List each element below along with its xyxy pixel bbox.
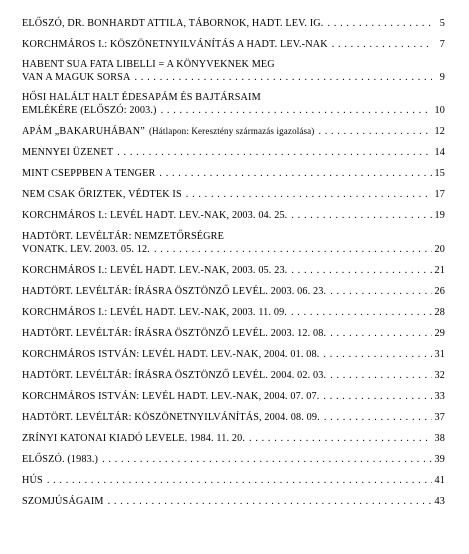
- table-of-contents: [22, 17, 445, 508]
- toc-entry-title: VAN A MAGUK SORSA: [22, 72, 131, 83]
- toc-entry-title: ELŐSZÓ. (1983.): [22, 454, 99, 465]
- toc-entry-page: 7: [439, 39, 445, 50]
- toc-entry: [22, 390, 445, 403]
- toc-entry-title: EMLÉKÉRE (ELŐSZÓ: 2003.): [22, 105, 157, 116]
- toc-entry-page: 37: [434, 412, 445, 423]
- toc-entry: [22, 411, 445, 424]
- toc-entry: [22, 495, 445, 508]
- toc-entry-page: 5: [439, 18, 445, 29]
- toc-entry-page: 17: [434, 189, 445, 200]
- toc-entry-page: 26: [434, 286, 445, 297]
- dot-leader: [159, 167, 431, 180]
- toc-entry: [22, 167, 445, 180]
- toc-entry-title: MENNYEI ÜZENET: [22, 147, 114, 158]
- toc-entry-page: 33: [434, 391, 445, 402]
- dot-leader: [47, 474, 432, 487]
- toc-entry-title: HADTÖRT. LEVÉLTÁR: ÍRÁSRA ÖSZTÖNZŐ LEVÉL. 2003. 12. 08.: [22, 328, 327, 339]
- dot-leader: [323, 348, 431, 361]
- toc-entry-page: 41: [434, 475, 445, 486]
- toc-entry-title: HADTÖRT. LEVÉLTÁR: ÍRÁSRA ÖSZTÖNZŐ LEVÉL. 2004. 02. 03.: [22, 370, 327, 381]
- dot-leader: [318, 125, 431, 138]
- toc-entry-title: KORCHMÁROS I.: KÖSZÖNETNYILVÁNÍTÁS A HADT. LEV.-NAK: [22, 39, 328, 50]
- toc-entry-page: 29: [434, 328, 445, 339]
- toc-entry: [22, 474, 445, 487]
- toc-entry: [22, 369, 445, 382]
- dot-leader: [323, 390, 431, 403]
- toc-entry: [22, 348, 445, 361]
- dot-leader: [328, 17, 433, 30]
- toc-entry-title: MINT CSEPPBEN A TENGER: [22, 168, 156, 179]
- toc-entry-title: VONATK. LEV. 2003. 05. 12.: [22, 244, 150, 255]
- toc-entry: [22, 91, 445, 117]
- toc-entry-subtitle: (Hátlapon: Keresztény származás igazolása): [148, 126, 315, 136]
- toc-entry-title: KORCHMÁROS ISTVÁN: LEVÉL HADT. LEV.-NAK, 2004. 07. 07.: [22, 391, 320, 402]
- toc-entry: [22, 146, 445, 159]
- toc-entry-title: ELŐSZÓ, DR. BONHARDT ATTILA, TÁBORNOK, HADT. LEV. IG.: [22, 18, 324, 29]
- toc-entry: [22, 58, 445, 84]
- dot-leader: [330, 285, 431, 298]
- toc-entry: [22, 432, 445, 445]
- toc-entry-page: 32: [434, 370, 445, 381]
- toc-entry: [22, 125, 445, 138]
- toc-entry-page: 9: [439, 72, 445, 83]
- toc-entry-title: SZOMJÚSÁGAIM: [22, 496, 104, 507]
- dot-leader: [249, 432, 431, 445]
- toc-entry-title: KORCHMÁROS I.: LEVÉL HADT. LEV.-NAK, 2003. 04. 25.: [22, 210, 288, 221]
- toc-entry-title: KORCHMÁROS ISTVÁN: LEVÉL HADT. LEV.-NAK, 2004. 01. 08.: [22, 349, 320, 360]
- toc-entry-page: 19: [434, 210, 445, 221]
- toc-entry-page: 38: [434, 433, 445, 444]
- toc-entry: [22, 230, 445, 256]
- toc-entry-title: APÁM „BAKARUHÁBAN”: [22, 126, 145, 137]
- dot-leader: [161, 104, 432, 117]
- toc-entry-title: KORCHMÁROS I.: LEVÉL HADT. LEV.-NAK, 2003. 11. 09.: [22, 307, 288, 318]
- toc-entry-page: 12: [434, 126, 445, 137]
- toc-entry: [22, 209, 445, 222]
- toc-entry-title-line1: HADTÖRT. LEVÉLTÁR: NEMZETŐRSÉGRE: [22, 231, 224, 242]
- dot-leader: [291, 209, 431, 222]
- toc-entry: [22, 264, 445, 277]
- toc-entry-title: KORCHMÁROS I.: LEVÉL HADT. LEV.-NAK, 2003. 05. 23.: [22, 265, 288, 276]
- dot-leader: [102, 453, 431, 466]
- dot-leader: [291, 264, 431, 277]
- toc-entry-page: 15: [434, 168, 445, 179]
- dot-leader: [330, 327, 431, 340]
- toc-entry-page: 10: [434, 105, 445, 116]
- toc-entry-page: 28: [434, 307, 445, 318]
- toc-entry: [22, 327, 445, 340]
- toc-entry: [22, 17, 445, 30]
- dot-leader: [330, 369, 431, 382]
- dot-leader: [332, 38, 432, 51]
- toc-entry: [22, 306, 445, 319]
- toc-entry-title: HADTÖRT. LEVÉLTÁR: ÍRÁSRA ÖSZTÖNZŐ LEVÉL. 2003. 06. 23.: [22, 286, 327, 297]
- toc-entry-title: NEM CSAK ŐRIZTEK, VÉDTEK IS: [22, 189, 182, 200]
- toc-entry: [22, 38, 445, 51]
- toc-entry-title-line1: HABENT SUA FATA LIBELLI = A KÖNYVEKNEK MEG: [22, 59, 275, 70]
- toc-entry-title: ZRÍNYI KATONAI KIADÓ LEVELE. 1984. 11. 20.: [22, 433, 246, 444]
- dot-leader: [154, 243, 432, 256]
- toc-entry-page: 20: [434, 244, 445, 255]
- toc-entry-title-line1: HŐSI HALÁLT HALT ÉDESAPÁM ÉS BAJTÁRSAIM: [22, 92, 261, 103]
- dot-leader: [291, 306, 431, 319]
- toc-entry-title: HADTÖRT. LEVÉLTÁR: KÖSZÖNETNYILVÁNÍTÁS, 2004. 08. 09.: [22, 412, 320, 423]
- toc-entry-page: 43: [434, 496, 445, 507]
- toc-entry-title: HÚS: [22, 475, 43, 486]
- toc-entry-page: 21: [434, 265, 445, 276]
- toc-entry: [22, 188, 445, 201]
- toc-entry-page: 14: [434, 147, 445, 158]
- dot-leader: [108, 495, 432, 508]
- toc-entry: [22, 453, 445, 466]
- dot-leader: [135, 71, 432, 84]
- toc-entry-page: 39: [434, 454, 445, 465]
- dot-leader: [186, 188, 432, 201]
- dot-leader: [324, 411, 432, 424]
- toc-entry-page: 31: [434, 349, 445, 360]
- dot-leader: [117, 146, 431, 159]
- toc-entry: [22, 285, 445, 298]
